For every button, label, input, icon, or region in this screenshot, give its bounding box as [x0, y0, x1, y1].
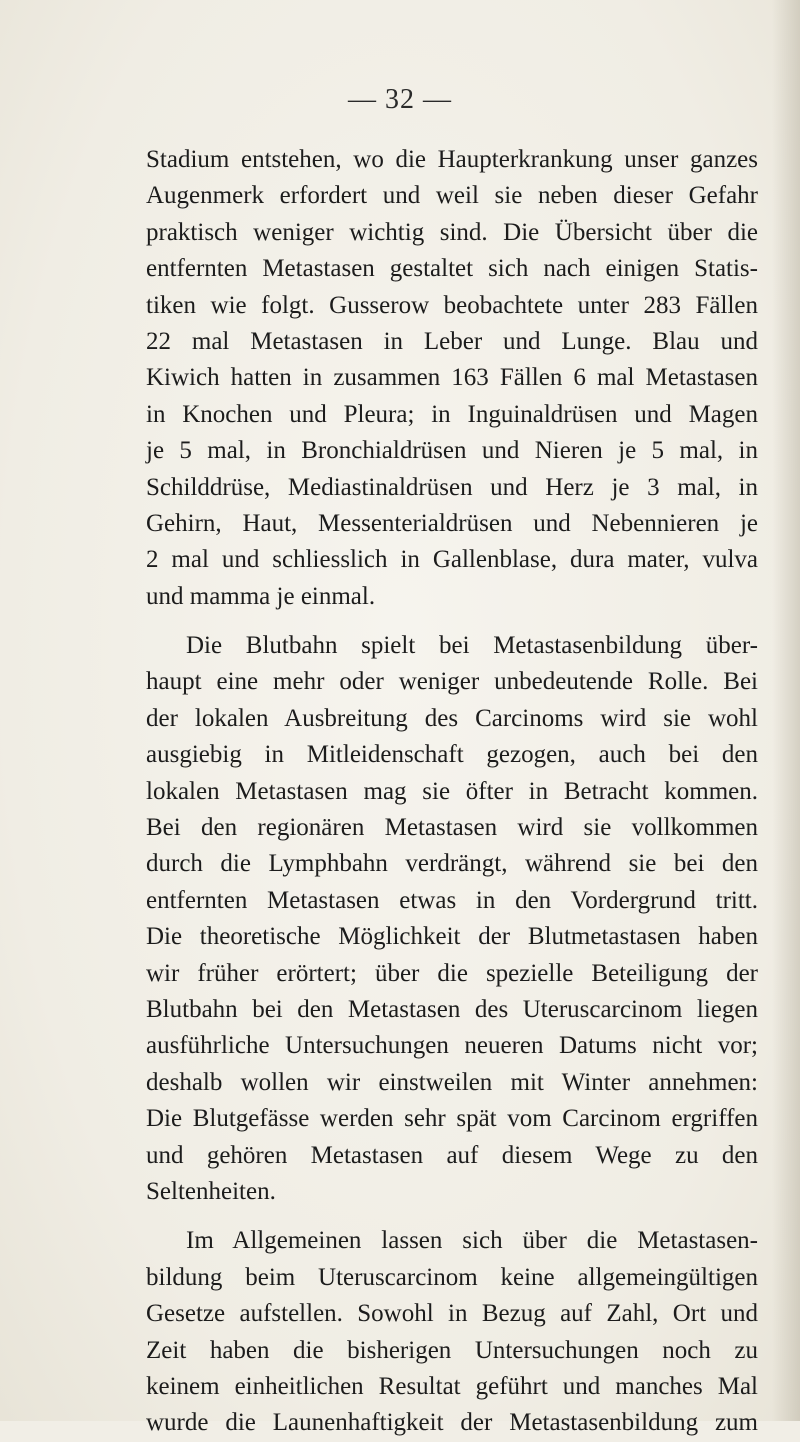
text-line: der lokalen Ausbreitung des Carcinoms wird sie wohl: [146, 704, 758, 732]
paragraph: [146, 1223, 758, 1441]
text-line: wir früher erörtert; über die spezielle Beteiligung der: [146, 959, 758, 987]
text-line: entfernten Metastasen gestaltet sich nach einigen Statis-: [146, 255, 758, 283]
text-line: wurde die Launenhaftigkeit der Metastasenbildung zum: [146, 1409, 758, 1437]
text-line: durch die Lymphbahn verdrängt, während sie bei den: [146, 850, 758, 878]
text-line: Gehirn, Haut, Messenterialdrüsen und Nebennieren je: [146, 509, 758, 537]
text-line: Stadium entstehen, wo die Haupterkrankung unser ganzes: [146, 146, 758, 173]
text-line: 2 mal und schliesslich in Gallenblase, dura mater, vulva: [146, 546, 758, 574]
paragraph: [146, 142, 758, 615]
text-line: lokalen Metastasen mag sie öfter in Betracht kommen.: [146, 777, 758, 805]
text-line: Kiwich hatten in zusammen 163 Fällen 6 mal Metastasen: [146, 364, 758, 392]
text-line: Die Blutbahn spielt bei Metastasenbildung über-: [186, 632, 758, 660]
text-line: keinem einheitlichen Resultat geführt und manches Mal: [146, 1372, 758, 1400]
text-line: und gehören Metastasen auf diesem Wege zu den: [146, 1141, 758, 1169]
text-line: entfernten Metastasen etwas in den Vordergrund tritt.: [146, 886, 758, 914]
text-line: haupt eine mehr oder weniger unbedeutende Rolle. Bei: [146, 668, 758, 696]
text-line: Seltenheiten.: [146, 1177, 276, 1205]
text-line: praktisch weniger wichtig sind. Die Übersicht über die: [146, 218, 758, 246]
paragraph: [146, 628, 758, 1210]
page-number: — 32 —: [348, 84, 452, 115]
text-line: Gesetze aufstellen. Sowohl in Bezug auf Zahl, Ort und: [146, 1300, 758, 1328]
text-line: tiken wie folgt. Gusserow beobachtete unter 283 Fällen: [146, 291, 758, 319]
text-line: bildung beim Uteruscarcinom keine allgemeingültigen: [146, 1263, 758, 1291]
text-line: je 5 mal, in Bronchialdrüsen und Nieren je 5 mal, in: [146, 437, 758, 465]
text-line: 22 mal Metastasen in Leber und Lunge. Blau und: [146, 327, 758, 355]
text-line: Im Allgemeinen lassen sich über die Metastasen-: [186, 1227, 758, 1255]
text-line: Die theoretische Möglichkeit der Blutmetastasen haben: [146, 923, 758, 951]
text-line: und mamma je einmal.: [146, 582, 376, 610]
text-line: ausführliche Untersuchungen neueren Datums nicht vor;: [146, 1032, 758, 1060]
text-line: ausgiebig in Mitleidenschaft gezogen, auch bei den: [146, 741, 758, 769]
body-text: [146, 142, 758, 1442]
text-line: Augenmerk erfordert und weil sie neben dieser Gefahr: [146, 182, 758, 210]
text-line: Blutbahn bei den Metastasen des Uteruscarcinom liegen: [146, 995, 758, 1023]
text-line: Zeit haben die bisherigen Untersuchungen noch zu: [146, 1336, 758, 1364]
text-line: Bei den regionären Metastasen wird sie vollkommen: [146, 814, 758, 842]
text-line: in Knochen und Pleura; in Inguinaldrüsen und Magen: [146, 400, 758, 428]
text-line: Schilddrüse, Mediastinaldrüsen und Herz je 3 mal, in: [146, 473, 758, 501]
page-edge-shadow: [772, 0, 800, 1421]
text-line: deshalb wollen wir einstweilen mit Winter annehmen:: [146, 1068, 758, 1096]
text-line: Die Blutgefässe werden sehr spät vom Carcinom ergriffen: [146, 1105, 758, 1133]
